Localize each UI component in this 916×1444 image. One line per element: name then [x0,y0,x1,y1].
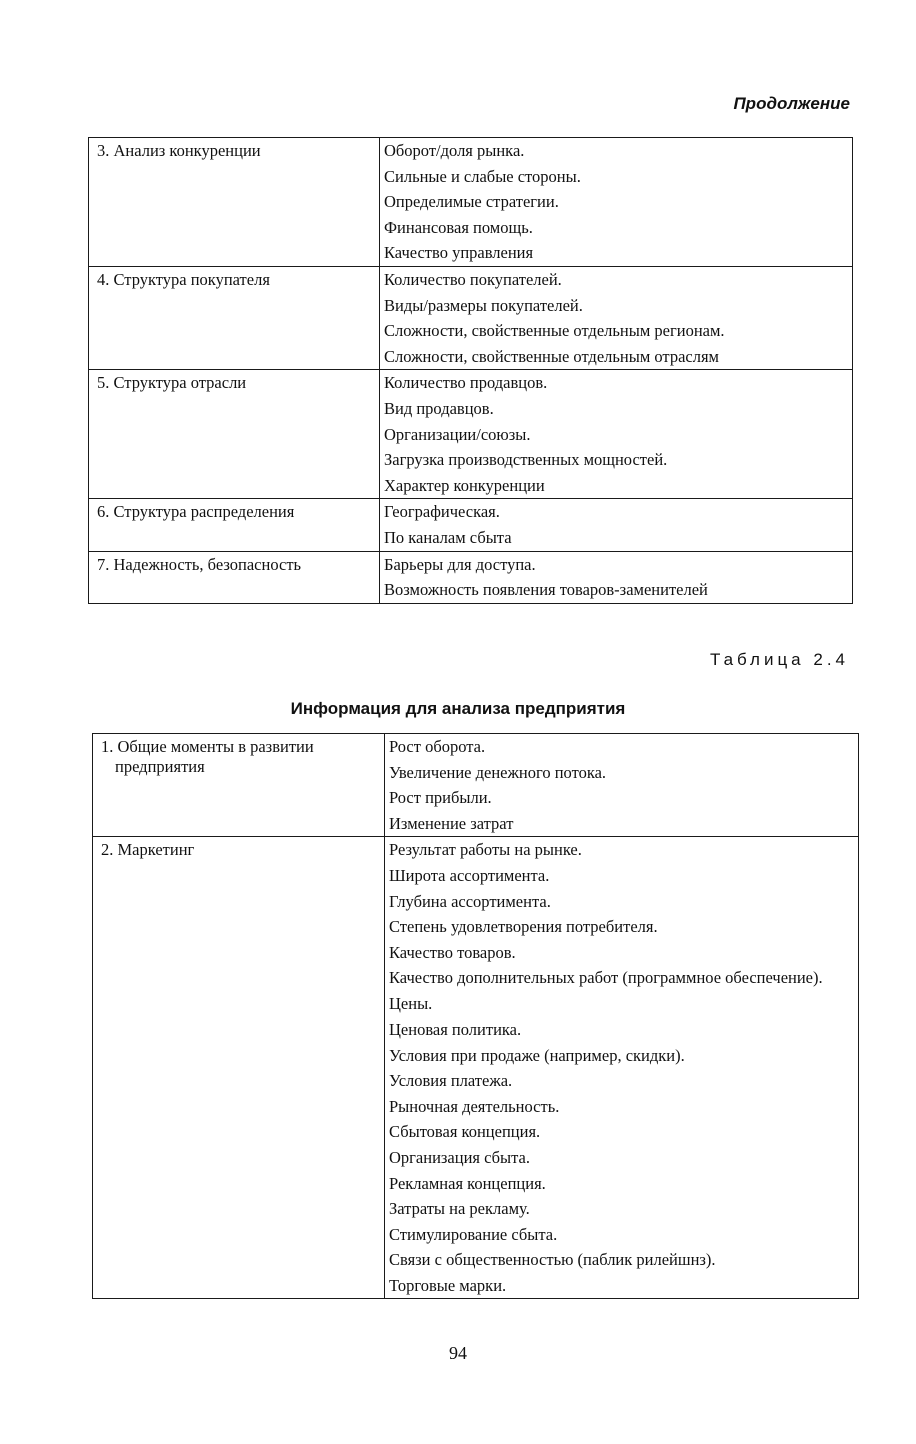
table1-body [89,138,853,604]
list-item: Увеличение денежного потока. [389,762,607,782]
row-items-cell [380,499,853,551]
row-items-cell [380,266,853,369]
list-item: Степень удовлетворения потребителя. [389,917,658,937]
list-item: Изменение затрат [389,813,514,833]
list-item: Сбытовая концепция. [389,1122,541,1142]
row-items-cell [385,734,859,837]
table-row [89,138,853,267]
row-category-cell [93,734,385,837]
table-number: Таблица 2.4 [709,650,849,669]
list-item: Условия платежа. [389,1071,513,1091]
row-category-label: 1. Общие моменты в развитии предприятия [101,737,314,776]
list-item: Рост оборота. [389,737,486,756]
list-item: Качество управления [384,243,534,263]
table-row [93,734,859,837]
row-category-label: 3. Анализ конкуренции [97,141,261,160]
table-row [89,551,853,603]
list-item: Оборот/доля рынка. [384,141,525,160]
list-item: Определимые стратегии. [384,192,559,212]
list-item: Качество товаров. [389,942,516,962]
list-item: Характер конкуренции [384,475,545,495]
row-category-label: 4. Структура покупателя [97,269,270,289]
list-item: Условия при продаже (например, скидки). [389,1045,685,1065]
row-category-label: 2. Маркетинг [101,840,195,860]
list-item: Рекламная концепция. [389,1173,546,1193]
table-row [89,499,853,551]
list-item: Торговые марки. [389,1275,507,1295]
table-row [89,370,853,499]
list-item: По каналам сбыта [384,527,512,547]
row-category-cell [89,138,380,267]
row-category-label: 7. Надежность, безопасность [97,554,302,574]
row-category-label: 5. Структура отрасли [97,373,247,393]
list-item: Финансовая помощь. [384,217,533,237]
list-item: Вид продавцов. [384,398,494,418]
row-items-cell [380,551,853,603]
list-item: Глубина ассортимента. [389,891,551,911]
row-category-label: 6. Структура распределения [97,502,295,522]
table-factors-continued [88,137,853,604]
row-items-cell [380,370,853,499]
list-item: Стимулирование сбыта. [389,1224,558,1244]
list-item: Географическая. [384,502,500,522]
row-items-cell [380,138,853,267]
list-item: Количество покупателей. [384,269,562,289]
table-enterprise-analysis [92,733,859,1299]
row-category-cell [89,266,380,369]
table-row [93,837,859,1299]
list-item: Цены. [389,994,433,1014]
list-item: Затраты на рекламу. [389,1199,530,1219]
row-category-cell [89,499,380,551]
row-category-cell [89,551,380,603]
row-items-cell [385,837,859,1299]
list-item: Сложности, свойственные отдельным отраслям [384,346,720,366]
page-number: 94 [449,1343,467,1363]
table-row [89,266,853,369]
list-item: Организация сбыта. [389,1147,530,1167]
row-category-cell [93,837,385,1299]
list-item: Ценовая политика. [389,1019,522,1039]
list-item: Возможность появления товаров-заменителей [384,580,708,600]
list-item: Организации/союзы. [384,424,531,444]
list-item: Рост прибыли. [389,788,492,808]
row-category-cell [89,370,380,499]
list-item: Результат работы на рынке. [389,840,582,860]
list-item: Барьеры для доступа. [384,554,536,574]
list-item: Рыночная деятельность. [389,1096,560,1116]
list-item: Сложности, свойственные отдельным регионам. [384,321,725,341]
list-item: Сильные и слабые стороны. [384,166,581,186]
list-item: Широта ассортимента. [389,865,550,885]
list-item: Количество продавцов. [384,373,548,393]
table-title: Информация для анализа предприятия [290,699,626,718]
list-item: Качество дополнительных работ (программное обеспечение). [389,968,823,988]
list-item: Загрузка производственных мощностей. [384,450,668,470]
list-item: Виды/размеры покупателей. [384,295,583,315]
table2-body [93,734,859,1299]
list-item: Связи с общественностью (паблик рилейшнз). [389,1250,716,1270]
continuation-label: Продолжение [733,94,850,113]
